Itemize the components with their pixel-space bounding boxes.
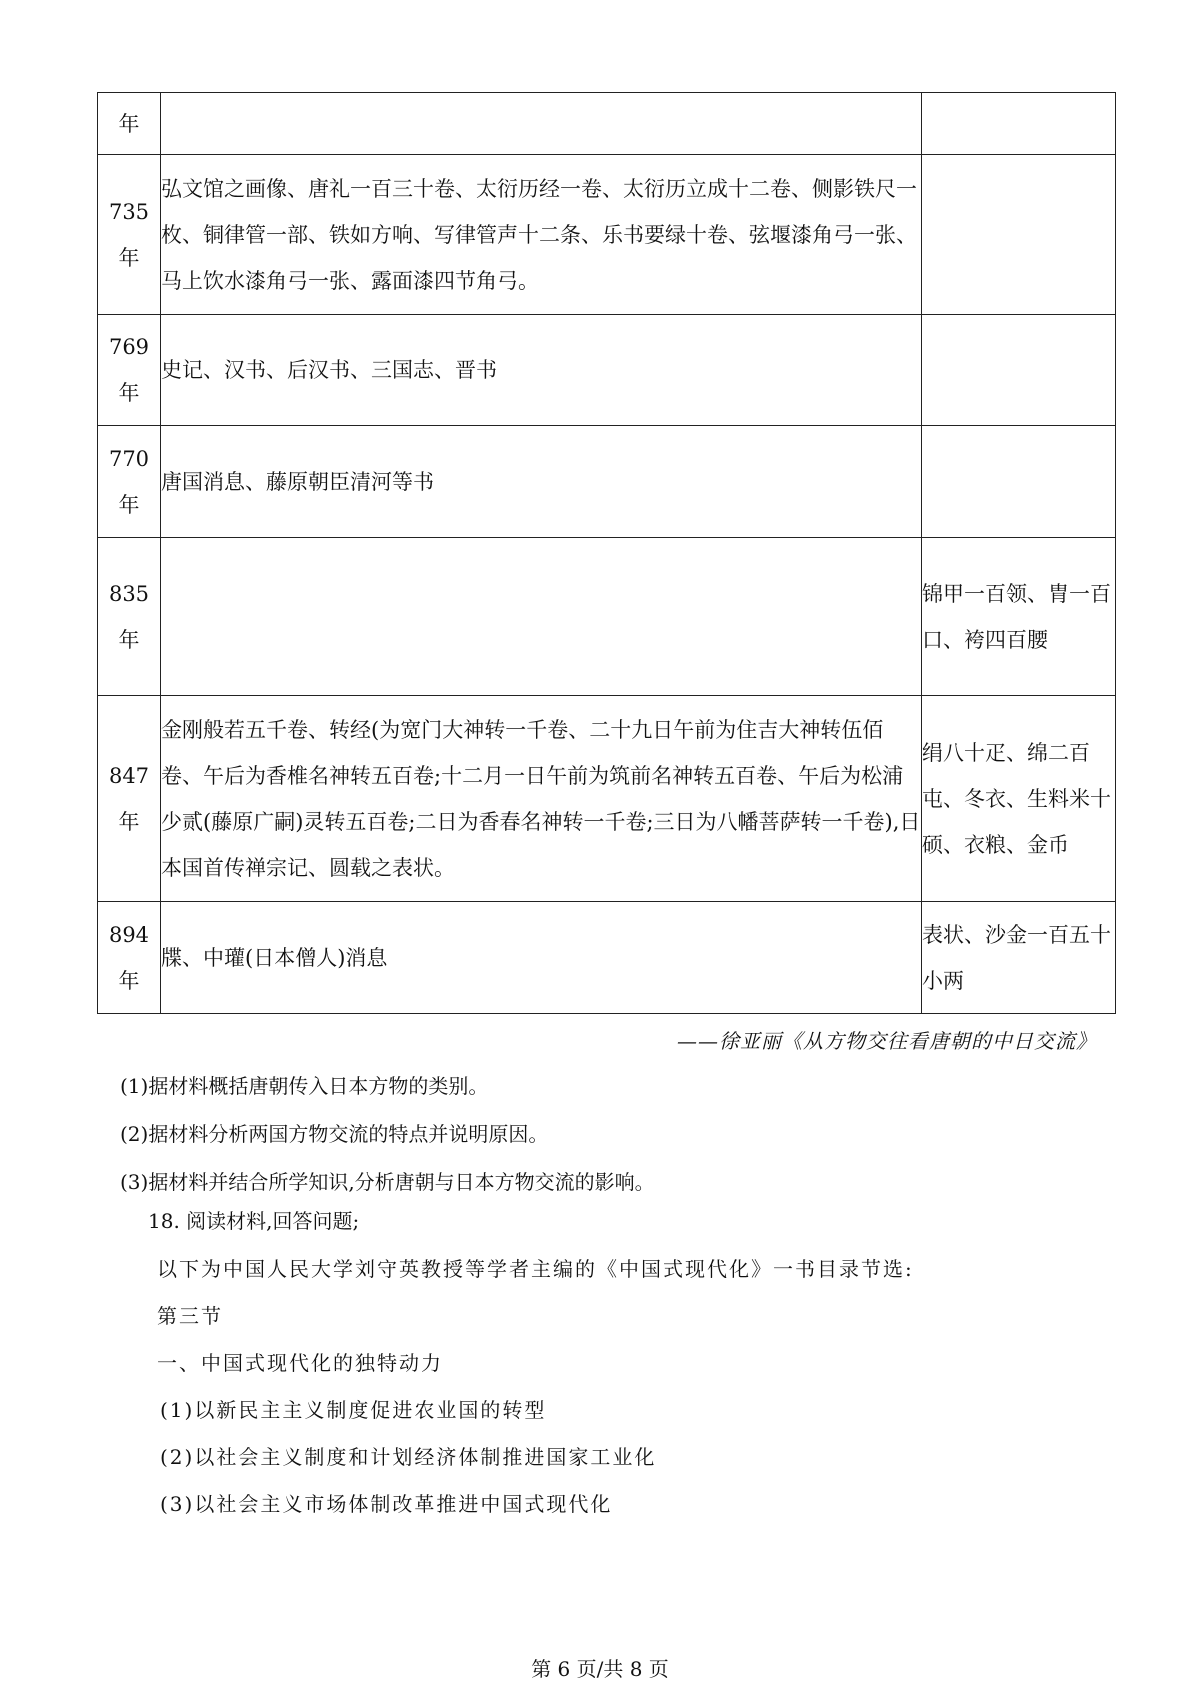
goods-cell: 史记、汉书、后汉书、三国志、晋书 (161, 315, 922, 426)
table-row (98, 426, 1116, 538)
returned-goods-cell (922, 315, 1116, 426)
table-row (98, 538, 1116, 696)
question-2: (2)据材料分析两国方物交流的特点并说明原因。 (120, 1122, 549, 1146)
returned-goods-cell: 锦甲一百领、胄一百口、袴四百腰 (922, 538, 1116, 696)
table-row (98, 93, 1116, 155)
returned-goods-cell: 绢八十疋、绵二百屯、冬衣、生料米十硕、衣粮、金币 (922, 696, 1116, 902)
question-18-heading: 18. 阅读材料,回答问题; (148, 1209, 360, 1233)
outline-subitem-2: (2)以社会主义制度和计划经济体制推进国家工业化 (160, 1445, 657, 1469)
table-row (98, 315, 1116, 426)
outline-subitem-1: (1)以新民主主义制度促进农业国的转型 (160, 1398, 547, 1422)
outline-subitem-3: (3)以社会主义市场体制改革推进中国式现代化 (160, 1492, 613, 1516)
goods-cell: 牒、中瓘(日本僧人)消息 (161, 902, 922, 1014)
outline-item-1: 一、中国式现代化的独特动力 (157, 1351, 443, 1375)
returned-goods-cell (922, 93, 1116, 155)
table-row (98, 902, 1116, 1014)
year-unit: 年 (118, 809, 140, 834)
page-number-footer: 第 6 页/共 8 页 (531, 1657, 669, 1681)
year-number: 770 (108, 446, 150, 471)
year-cell (98, 315, 161, 426)
year-cell (98, 902, 161, 1014)
year-cell (98, 426, 161, 538)
year-unit: 年 (118, 968, 140, 993)
table-row (98, 155, 1116, 315)
question-1: (1)据材料概括唐朝传入日本方物的类别。 (120, 1074, 489, 1098)
returned-goods-cell: 表状、沙金一百五十小两 (922, 902, 1116, 1014)
year-cell (98, 538, 161, 696)
goods-cell (161, 93, 922, 155)
year-cell (98, 93, 161, 155)
year-unit: 年 (118, 245, 140, 270)
question-3: (3)据材料并结合所学知识,分析唐朝与日本方物交流的影响。 (120, 1170, 655, 1194)
table-row (98, 696, 1116, 902)
tribute-goods-table (97, 92, 1116, 1014)
year-number: 835 (108, 581, 150, 606)
year-cell (98, 696, 161, 902)
year-unit: 年 (118, 111, 140, 136)
year-number: 894 (108, 922, 150, 947)
goods-cell: 弘文馆之画像、唐礼一百三十卷、太衍历经一卷、太衍历立成十二卷、侧影铁尺一枚、铜律管一部、铁如方响、写律管声十二条、乐书要绿十卷、弦堰漆角弓一张、马上饮水漆角弓一张、露面漆四节角弓。 (161, 155, 922, 315)
section-heading: 第三节 (157, 1304, 223, 1328)
goods-cell: 唐国消息、藤原朝臣清河等书 (161, 426, 922, 538)
year-number: 735 (108, 199, 150, 224)
year-unit: 年 (118, 627, 140, 652)
year-number: 769 (108, 335, 150, 359)
goods-cell: 金刚般若五千卷、转经(为宽门大神转一千卷、二十九日午前为住吉大神转伍佰卷、午后为香椎名神转五百卷;十二月一日午前为筑前名神转五百卷、午后为松浦少贰(藤原广嗣)灵转五百卷;二日为香春名神转一千卷;三日为八幡菩萨转一千卷),日本国首传禅宗记、圆载之表状。 (161, 696, 922, 902)
returned-goods-cell (922, 426, 1116, 538)
year-number: 847 (108, 763, 150, 788)
question-18-intro: 以下为中国人民大学刘守英教授等学者主编的《中国式现代化》一书目录节选: (157, 1257, 914, 1281)
goods-cell (161, 538, 922, 696)
returned-goods-cell (922, 155, 1116, 315)
year-unit: 年 (118, 492, 140, 517)
source-citation: ——徐亚丽《从方物交往看唐朝的中日交流》 (677, 1029, 1097, 1053)
year-unit: 年 (118, 381, 140, 405)
year-cell (98, 155, 161, 315)
